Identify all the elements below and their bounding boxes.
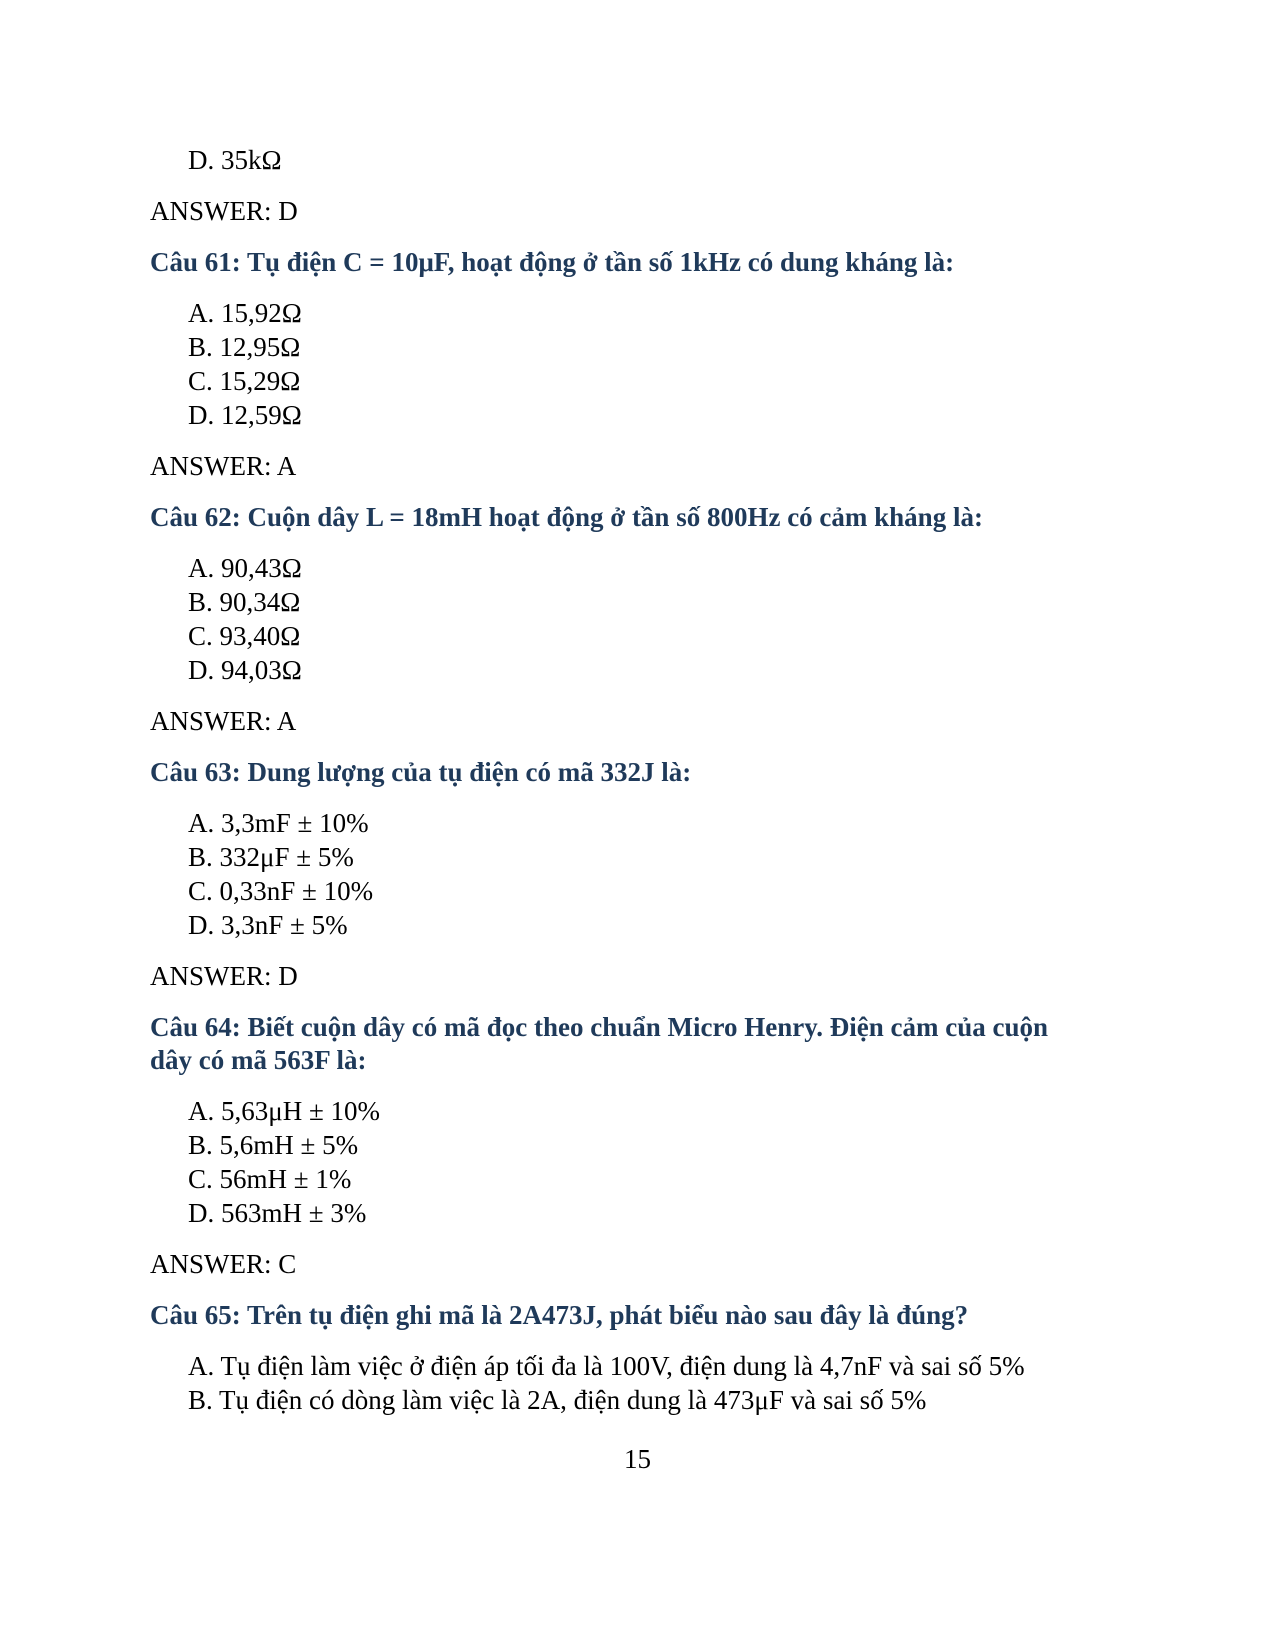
- option-line: A. 90,43Ω: [188, 553, 302, 583]
- question-65: Câu 65: Trên tụ điện ghi mã là 2A473J, phát biểu nào sau đây là đúng?: [150, 1300, 969, 1330]
- option-line: C. 15,29Ω: [188, 366, 301, 396]
- option-line: D. 35kΩ: [188, 145, 282, 175]
- answer-line: ANSWER: C: [150, 1249, 297, 1279]
- option-line: D. 3,3nF ± 5%: [188, 910, 348, 940]
- option-line: D. 12,59Ω: [188, 400, 302, 430]
- option-line: D. 94,03Ω: [188, 655, 302, 685]
- option-line: C. 0,33nF ± 10%: [188, 876, 374, 906]
- option-line: C. 56mH ± 1%: [188, 1164, 352, 1194]
- answer-line: ANSWER: A: [150, 451, 297, 481]
- question-61: Câu 61: Tụ điện C = 10μF, hoạt động ở tần số 1kHz có dung kháng là:: [150, 247, 955, 277]
- question-62: Câu 62: Cuộn dây L = 18mH hoạt động ở tần số 800Hz có cảm kháng là:: [150, 502, 983, 532]
- page-number: 15: [624, 1444, 651, 1474]
- option-line: B. 332μF ± 5%: [188, 842, 354, 872]
- option-line: C. 93,40Ω: [188, 621, 301, 651]
- option-line: B. Tụ điện có dòng làm việc là 2A, điện dung là 473μF và sai số 5%: [188, 1385, 927, 1415]
- option-line: A. 5,63μH ± 10%: [188, 1096, 381, 1126]
- question-64: Câu 64: Biết cuộn dây có mã đọc theo chuẩn Micro Henry. Điện cảm của cuộn: [150, 1012, 1048, 1042]
- question-64-continuation: dây có mã 563F là:: [150, 1045, 367, 1075]
- answer-line: ANSWER: D: [150, 196, 298, 226]
- answer-line: ANSWER: D: [150, 961, 298, 991]
- option-line: B. 90,34Ω: [188, 587, 301, 617]
- option-line: B. 5,6mH ± 5%: [188, 1130, 359, 1160]
- option-line: B. 12,95Ω: [188, 332, 301, 362]
- option-line: A. 3,3mF ± 10%: [188, 808, 369, 838]
- question-63: Câu 63: Dung lượng của tụ điện có mã 332J là:: [150, 757, 692, 787]
- option-line: A. 15,92Ω: [188, 298, 302, 328]
- answer-line: ANSWER: A: [150, 706, 297, 736]
- option-line: D. 563mH ± 3%: [188, 1198, 367, 1228]
- option-line: A. Tụ điện làm việc ở điện áp tối đa là 100V, điện dung là 4,7nF và sai số 5%: [188, 1351, 1025, 1381]
